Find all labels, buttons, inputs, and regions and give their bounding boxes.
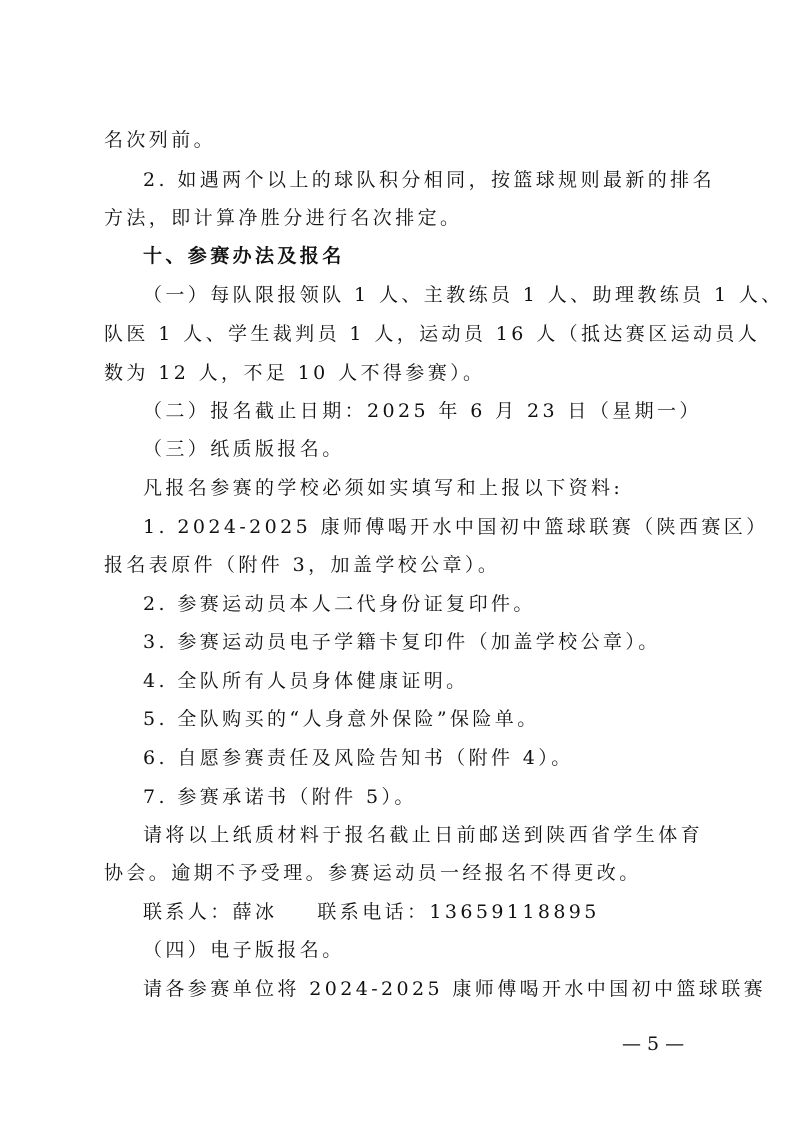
section-heading: 十、参赛办法及报名 bbox=[143, 245, 345, 267]
text-line: 数为 12 人，不足 10 人不得参赛）。 bbox=[104, 362, 486, 384]
text-line: 6. 自愿参赛责任及风险告知书（附件 4）。 bbox=[143, 747, 574, 769]
text-line: （一）每队限报领队 1 人、主教练员 1 人、助理教练员 1 人、 bbox=[143, 284, 784, 306]
text-line: 请各参赛单位将 2024-2025 康师傅喝开水中国初中篮球联赛 bbox=[143, 978, 767, 1000]
text-line: 协会。逾期不予受理。参赛运动员一经报名不得更改。 bbox=[104, 862, 642, 884]
text-line: 3. 参赛运动员电子学籍卡复印件（加盖学校公章）。 bbox=[143, 631, 661, 653]
text-line: （三）纸质版报名。 bbox=[143, 438, 345, 460]
text-line: （四）电子版报名。 bbox=[143, 939, 345, 961]
text-line: 报名表原件（附件 3，加盖学校公章）。 bbox=[104, 554, 501, 576]
text-line: 2. 参赛运动员本人二代身份证复印件。 bbox=[143, 593, 536, 615]
text-line: 请将以上纸质材料于报名截止日前邮送到陕西省学生体育 bbox=[143, 824, 704, 846]
text-line: 队医 1 人、学生裁判员 1 人，运动员 16 人（抵达赛区运动员人 bbox=[104, 323, 761, 345]
text-line: 名次列前。 bbox=[104, 129, 217, 151]
text-line: （二）报名截止日期：2025 年 6 月 23 日（星期一） bbox=[143, 400, 702, 422]
text-line: 方法，即计算净胜分进行名次排定。 bbox=[104, 207, 463, 229]
text-line: 2. 如遇两个以上的球队积分相同，按篮球规则最新的排名 bbox=[143, 169, 715, 191]
text-line: 凡报名参赛的学校必须如实填写和上报以下资料: bbox=[143, 477, 624, 499]
page-number: — 5 — bbox=[622, 1033, 685, 1055]
contact-person: 联系人：薛冰 bbox=[143, 901, 278, 923]
text-line: 4. 全队所有人员身体健康证明。 bbox=[143, 670, 469, 692]
text-line: 1. 2024-2025 康师傅喝开水中国初中篮球联赛（陕西赛区） bbox=[143, 516, 769, 538]
text-line: 7. 参赛承诺书（附件 5）。 bbox=[143, 786, 417, 808]
contact-line bbox=[143, 900, 600, 924]
text-line: 5. 全队购买的“人身意外保险”保险单。 bbox=[143, 708, 540, 730]
contact-phone: 联系电话：13659118895 bbox=[317, 901, 600, 923]
